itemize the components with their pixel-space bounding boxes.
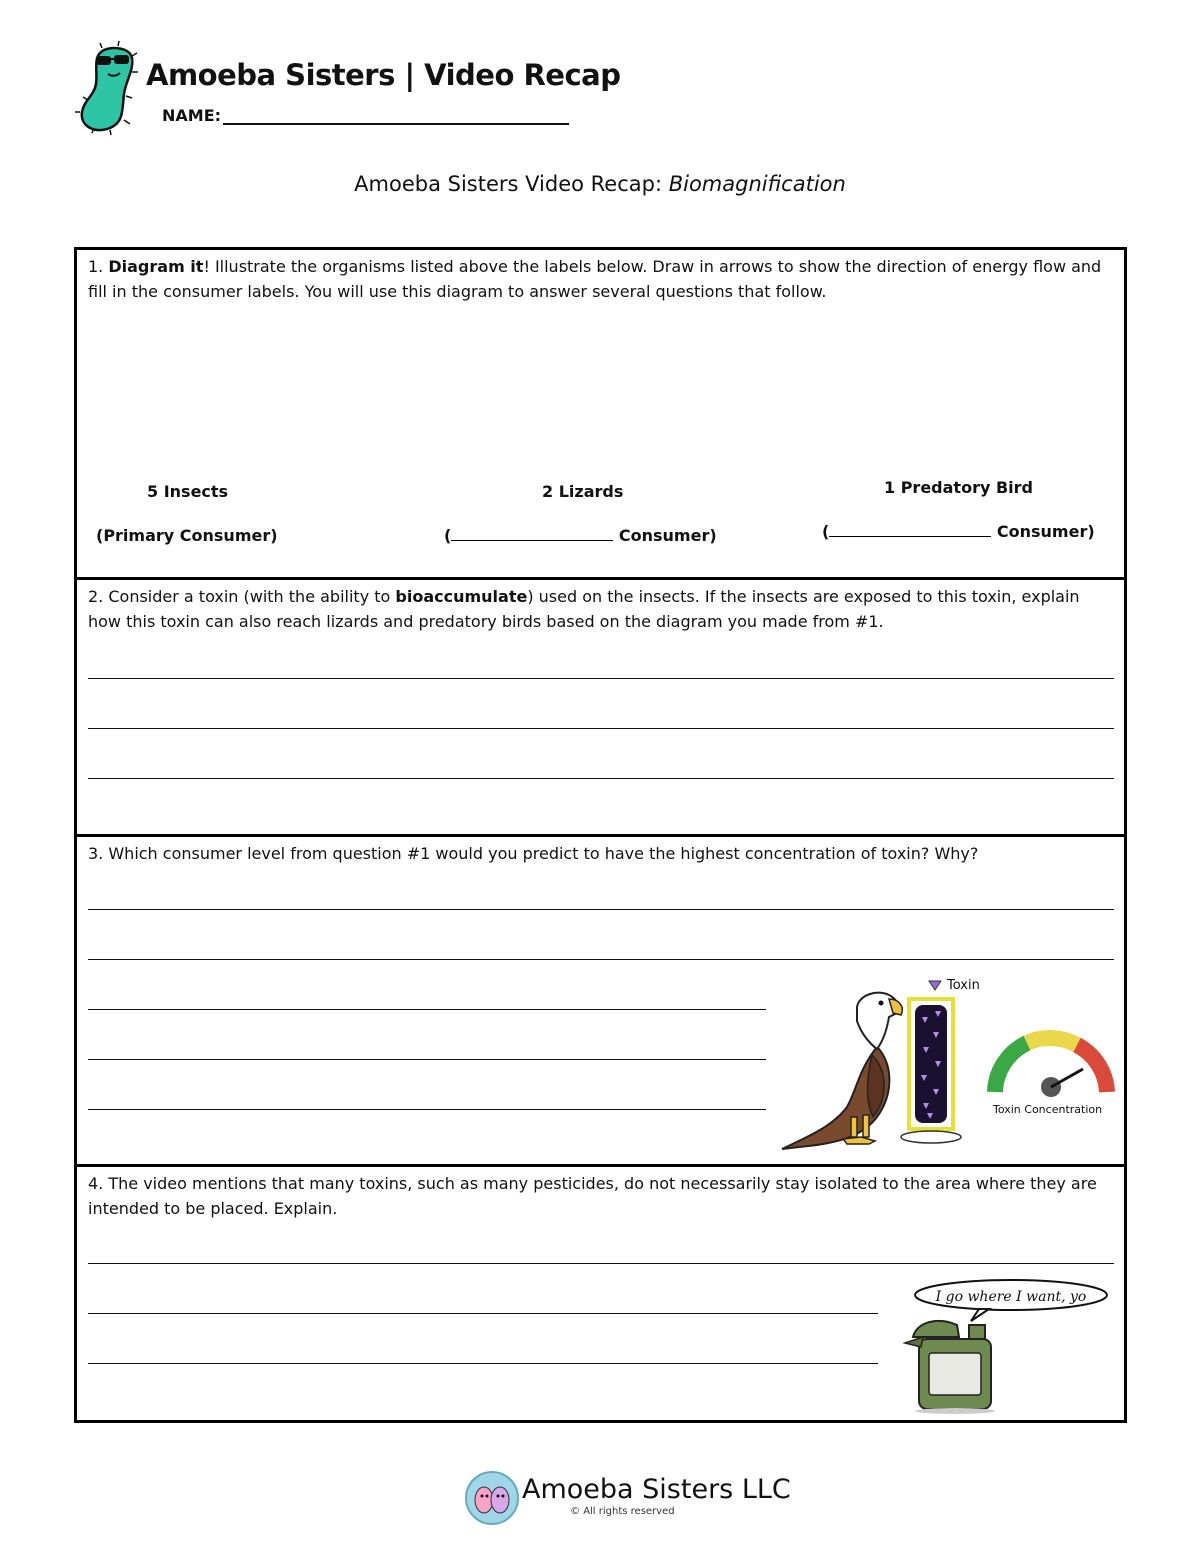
gauge-needle xyxy=(1051,1069,1083,1087)
consumer-bird-open: ( xyxy=(822,522,830,541)
q2-before: 2. Consider a toxin (with the ability to xyxy=(88,587,396,606)
answer-line[interactable] xyxy=(88,909,1114,910)
answer-line[interactable] xyxy=(88,778,1114,779)
organism-label-insects: 5 Insects xyxy=(147,482,229,501)
name-line[interactable] xyxy=(223,111,569,125)
toxin-fill xyxy=(915,1005,947,1123)
amoeba-sisters-footer-logo xyxy=(464,1470,520,1526)
answer-line[interactable] xyxy=(88,1263,1114,1264)
brand-title: Amoeba Sisters | Video Recap xyxy=(146,58,621,92)
answer-line[interactable] xyxy=(88,1313,878,1314)
gauge-label: Toxin Concentration xyxy=(993,1103,1103,1116)
consumer-lizards-close: Consumer) xyxy=(613,526,717,545)
answer-line[interactable] xyxy=(88,728,1114,729)
consumer-lizards-open: ( xyxy=(444,526,452,545)
question-4-text: 4. The video mentions that many toxins, such as many pesticides, do not necessarily stay isolated to the area where they are intended to be placed. Explain. xyxy=(88,1174,1097,1218)
bottle-shadow xyxy=(915,1408,995,1414)
bottle-label xyxy=(929,1353,981,1395)
speech-bubble-text: I go where I want, yo xyxy=(935,1289,1087,1305)
gauge-yellow-arc xyxy=(1027,1038,1077,1045)
q1-bold: Diagram it xyxy=(108,257,204,276)
consumer-bird-close: Consumer) xyxy=(991,522,1095,541)
question-1-text xyxy=(88,254,1108,304)
q2-bold: bioaccumulate xyxy=(395,587,528,606)
footer-rights xyxy=(570,1506,675,1517)
answer-line[interactable] xyxy=(88,678,1114,679)
answer-line[interactable] xyxy=(88,1059,766,1060)
consumer-insects-text: (Primary Consumer) xyxy=(96,526,278,545)
organism-label-lizards: 2 Lizards xyxy=(542,482,624,501)
answer-line[interactable] xyxy=(88,1109,766,1110)
bottle-hat-brim xyxy=(905,1337,923,1347)
column-base xyxy=(901,1131,961,1143)
consumer-label-bird xyxy=(822,522,1095,541)
consumer-lizards-blank[interactable] xyxy=(451,529,613,541)
answer-line[interactable] xyxy=(88,959,1114,960)
q1-number: 1. xyxy=(88,257,109,276)
eagle-toxin-illustration xyxy=(777,977,1122,1157)
bottle-cap xyxy=(969,1325,985,1339)
eagle-eye xyxy=(879,1001,884,1006)
footer-company: Amoeba Sisters LLC xyxy=(522,1474,791,1505)
consumer-label-insects xyxy=(96,526,278,545)
worksheet-box xyxy=(74,247,1127,1423)
organism-label-bird: 1 Predatory Bird xyxy=(884,478,1033,497)
name-label: NAME: xyxy=(162,106,222,125)
speech-bubble-tail xyxy=(971,1309,989,1321)
question-1-section xyxy=(77,250,1124,580)
amoeba-mascot-logo xyxy=(74,40,146,136)
question-3-text: 3. Which consumer level from question #1 would you predict to have the highest concentration of toxin? Why? xyxy=(88,844,979,863)
footer-rights-text: All rights reserved xyxy=(583,1506,675,1517)
question-2-section xyxy=(77,580,1124,837)
answer-line[interactable] xyxy=(88,1009,766,1010)
answer-line[interactable] xyxy=(88,1363,878,1364)
q2-after: ) used on the insects. If the insects are exposed to this toxin, explain how this toxin can also reach lizards and predatory birds based on the diagram you made from #1. xyxy=(88,587,1080,631)
title-topic: Biomagnification xyxy=(668,172,846,196)
toxin-marker-icon xyxy=(929,981,941,990)
pesticide-bottle-illustration xyxy=(899,1277,1119,1415)
gauge-green-arc xyxy=(995,1043,1027,1092)
question-3-section xyxy=(77,837,1124,1167)
toxin-label: Toxin xyxy=(947,978,980,993)
name-field[interactable] xyxy=(162,106,569,125)
consumer-label-lizards xyxy=(444,526,717,545)
copyright-icon: © xyxy=(570,1506,580,1517)
document-title xyxy=(0,172,1200,196)
q1-instructions: ! Illustrate the organisms listed above the labels below. Draw in arrows to show the direction of energy flow and fill in the consumer labels. You will use this diagram to answer several questions that follow. xyxy=(88,257,1102,301)
consumer-bird-blank[interactable] xyxy=(829,525,991,537)
question-4-section xyxy=(77,1167,1124,1420)
title-prefix: Amoeba Sisters Video Recap: xyxy=(354,172,669,196)
question-2-text xyxy=(88,584,1108,634)
bottle-hat-icon xyxy=(913,1321,959,1337)
